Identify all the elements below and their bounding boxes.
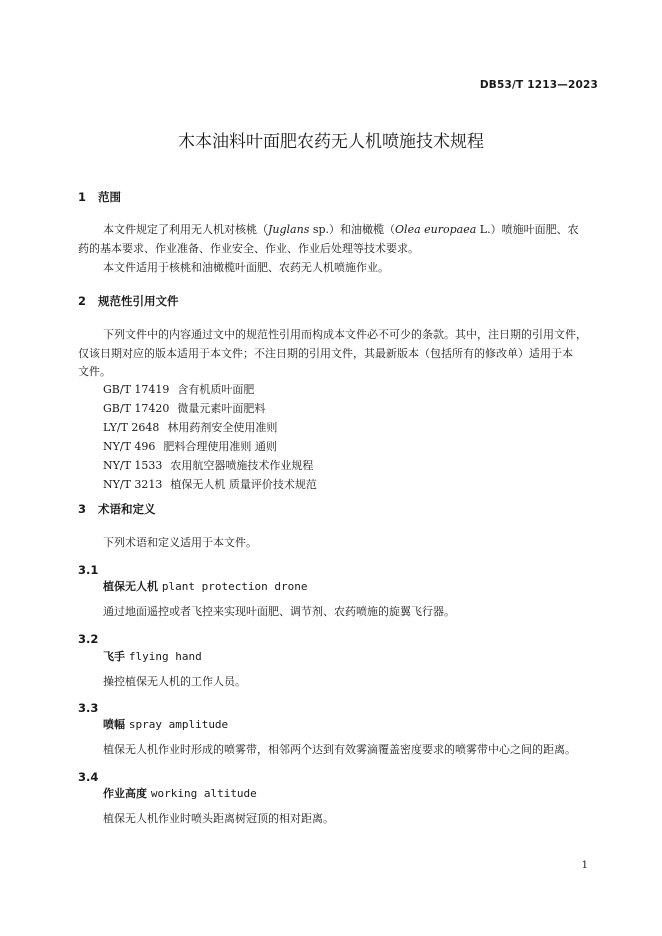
- reference-title: 微量元素叶面肥料: [177, 402, 266, 415]
- section-title: 术语和定义: [98, 502, 156, 516]
- reference-item: [103, 418, 277, 437]
- term-name-zh: 喷幅: [103, 718, 125, 731]
- term-number: 3.1: [78, 563, 99, 577]
- reference-item: [103, 475, 317, 494]
- species-name-juglans: Juglans: [268, 223, 310, 236]
- section-title: 范围: [98, 190, 122, 204]
- reference-title: 林用药剂安全使用准则: [167, 421, 278, 434]
- term-name-zh: 植保无人机: [103, 580, 158, 593]
- reference-code: LY/T 2648: [103, 421, 160, 434]
- scope-paragraph-2: 本文件适用于核桃和油橄榄叶面肥、农药无人机喷施作业。: [103, 261, 389, 274]
- term-name-en: spray amplitude: [128, 718, 229, 731]
- term-name: [103, 578, 308, 594]
- text-run: 本文件规定了利用无人机对核桃（: [103, 223, 268, 236]
- reference-item: [103, 380, 254, 399]
- term-name-zh: 飞手: [103, 650, 125, 663]
- term-name-en: plant protection drone: [161, 580, 308, 593]
- reference-title: 含有机质叶面肥: [177, 383, 255, 396]
- reference-code: NY/T 1533: [103, 459, 163, 472]
- term-number: 3.4: [78, 770, 99, 784]
- reference-code: GB/T 17419: [103, 383, 170, 396]
- text-run: sp.）和油橄榄（: [309, 223, 396, 236]
- term-number: 3.3: [78, 701, 99, 715]
- document-id: DB53/T 1213—2023: [479, 79, 598, 91]
- reference-title: 肥料合理使用准则 通则: [163, 440, 277, 453]
- references-intro-line-1: 下列文件中的内容通过文中的规范性引用而构成本文件必不可少的条款。其中，注日期的引用文件，: [103, 328, 587, 341]
- section-number: 3: [78, 502, 87, 516]
- term-name-en: working altitude: [150, 787, 257, 800]
- text-run: L.）喷施叶面肥、农: [476, 223, 579, 236]
- reference-item: [103, 456, 313, 475]
- page-number: 1: [581, 860, 588, 871]
- scope-paragraph-line-1: [103, 220, 579, 239]
- term-definition: 植保无人机作业时形成的喷雾带，相邻两个达到有效雾滴覆盖密度要求的喷雾带中心之间的距离。: [103, 743, 576, 756]
- term-definition: 操控植保无人机的工作人员。: [103, 675, 246, 688]
- reference-item: [103, 437, 277, 456]
- section-1-heading: [78, 189, 121, 205]
- term-name: [103, 785, 257, 801]
- section-number: 1: [78, 190, 87, 204]
- reference-title: 植保无人机 质量评价技术规范: [170, 478, 317, 491]
- reference-code: GB/T 17420: [103, 402, 170, 415]
- term-definition: 植保无人机作业时喷头距离树冠顶的相对距离。: [103, 812, 334, 825]
- reference-title: 农用航空器喷施技术作业规程: [170, 459, 314, 472]
- section-2-heading: [78, 293, 179, 309]
- section-number: 2: [78, 294, 87, 308]
- species-name-olea: Olea europaea: [395, 223, 477, 236]
- reference-code: NY/T 496: [103, 440, 156, 453]
- reference-item: [103, 399, 265, 418]
- term-name-zh: 作业高度: [103, 787, 147, 800]
- term-name-en: flying hand: [128, 650, 202, 663]
- reference-code: NY/T 3213: [103, 478, 163, 491]
- term-name: [103, 648, 202, 664]
- scope-paragraph-line-2: 药的基本要求、作业准备、作业安全、作业、作业后处理等技术要求。: [78, 242, 419, 255]
- section-title: 规范性引用文件: [98, 294, 179, 308]
- term-number: 3.2: [78, 632, 99, 646]
- section-3-heading: [78, 501, 156, 517]
- references-intro-line-2: 仅该日期对应的版本适用于本文件；不注日期的引用文件，其最新版本（包括所有的修改单）适用于本: [78, 347, 573, 360]
- term-definition: 通过地面遥控或者飞控来实现叶面肥、调节剂、农药喷施的旋翼飞行器。: [103, 605, 455, 618]
- references-intro-line-3: 文件。: [78, 365, 111, 378]
- term-name: [103, 716, 228, 732]
- page-title: 木本油料叶面肥农药无人机喷施技术规程: [178, 132, 484, 152]
- terms-intro: 下列术语和定义适用于本文件。: [103, 536, 257, 549]
